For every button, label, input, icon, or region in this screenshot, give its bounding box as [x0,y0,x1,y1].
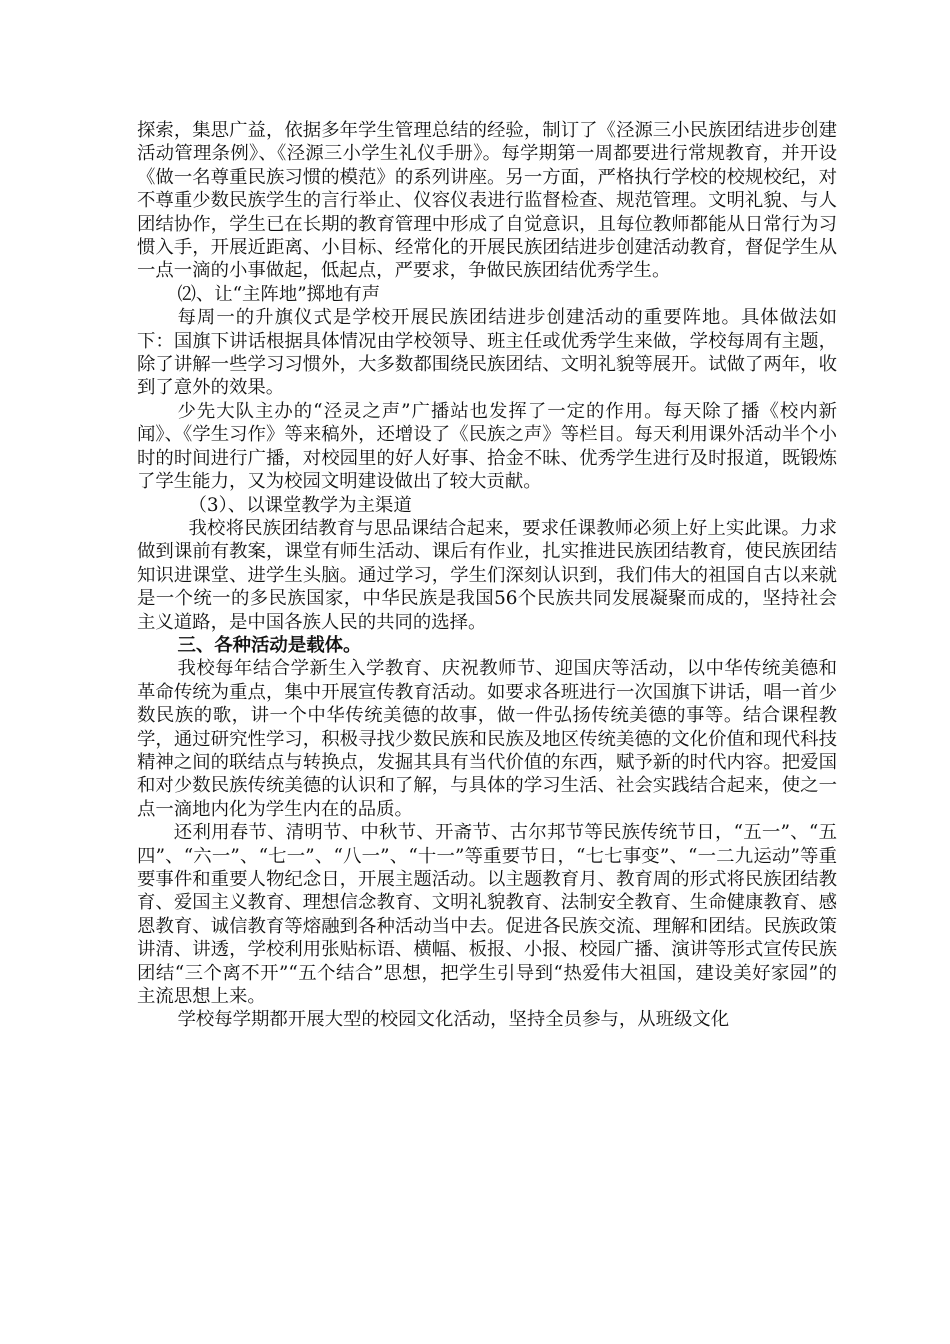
paragraph-flag-ceremony: 每周一的升旗仪式是学校开展民族团结进步创建活动的重要阵地。具体做法如下：国旗下讲话根据具体情况由学校领导、班主任或优秀学生来做，学校每周有主题，除了讲解一些学习习惯外，大多数都围绕民族团结、文明礼貌等展开。试做了两年，收到了意外的效果。 [137,307,837,399]
subheading-main-position: ⑵、让“主阵地”掷地有声 [177,283,381,305]
document-page [137,119,837,1032]
section-heading-activities: 三、各种活动是载体。 [177,634,362,656]
paragraph-classroom-teaching: 我校将民族团结教育与思品课结合起来，要求任课教师必须上好上实此课。力求做到课前有教案，课堂有师生活动、课后有作业，扎实推进民族团结教育，使民族团结知识进课堂、进学生头脑。通过学习，学生们深刻认识到，我们伟大的祖国自古以来就是一个统一的多民族国家，中华民族是我国56个民族共同发展凝聚而成的，坚持社会主义道路，是中国各族人民的共同的选择。 [137,517,837,633]
paragraph-festivals: 还利用春节、清明节、中秋节、开斋节、古尔邦节等民族传统节日，“五一”、“五四”、“六一”、“七一”、“八一”、“十一”等重要节日，“七七事变”、“一二九运动”等重要事件和重要人物纪念日，开展主题活动。以主题教育月、教育周的形式将民族团结教育、爱国主义教育、理想信念教育、文明礼貌教育、法制安全教育、生命健康教育、感恩教育、诚信教育等熔融到各种活动当中去。促进各民族交流、理解和团结。民族政策讲清、讲透，学校利用张贴标语、横幅、板报、小报、校园广播、演讲等形式宣传民族团结“三个离不开”“五个结合”思想，把学生引导到“热爱伟大祖国，建设美好家园”的主流思想上来。 [137,822,837,1008]
paragraph-student-management: 探索，集思广益，依据多年学生管理总结的经验，制订了《泾源三小民族团结进步创建活动管理条例》、《泾源三小学生礼仪手册》。每学期第一周都要进行常规教育，并开设《做一名尊重民族习惯的模范》的系列讲座。另一方面，严格执行学校的校规校纪，对不尊重少数民族学生的言行举止、仪容仪表进行监督检查、规范管理。文明礼貌、与人团结协作，学生已在长期的教育管理中形成了自觉意识，且每位教师都能从日常行为习惯入手，开展近距离、小目标、经常化的开展民族团结进步创建活动教育，督促学生从一点一滴的小事做起，低起点，严要求，争做民族团结优秀学生。 [137,120,837,282]
paragraph-broadcast-station: 少先大队主办的“泾灵之声”广播站也发挥了一定的作用。每天除了播《校内新闻》、《学生习作》等来稿外，还增设了《民族之声》等栏目。每天利用课外活动半个小时的时间进行广播，对校园里的好人好事、拾金不昧、优秀学生进行及时报道，既锻炼了学生能力，又为校园文明建设做出了较大贡献。 [137,400,837,493]
paragraph-traditional-virtues: 我校每年结合学新生入学教育、庆祝教师节、迎国庆等活动，以中华传统美德和革命传统为重点，集中开展宣传教育活动。如要求各班进行一次国旗下讲话，唱一首少数民族的歌，讲一个中华传统美德的故事，做一件弘扬传统美德的事等。结合课程教学，通过研究性学习，积极寻找少数民族和民族及地区传统美德的文化价值和现代科技精神之间的联结点与转换点，发掘其具有当代价值的东西，赋予新的时代内容。把爱国和对少数民族传统美德的认识和了解，与具体的学习生活、社会实践结合起来，使之一点一滴地内化为学生内在的品质。 [137,658,837,820]
paragraph-campus-culture: 学校每学期都开展大型的校园文化活动，坚持全员参与，从班级文化 [177,1009,730,1031]
subheading-classroom-teaching: （3）、以课堂教学为主渠道 [188,494,412,516]
